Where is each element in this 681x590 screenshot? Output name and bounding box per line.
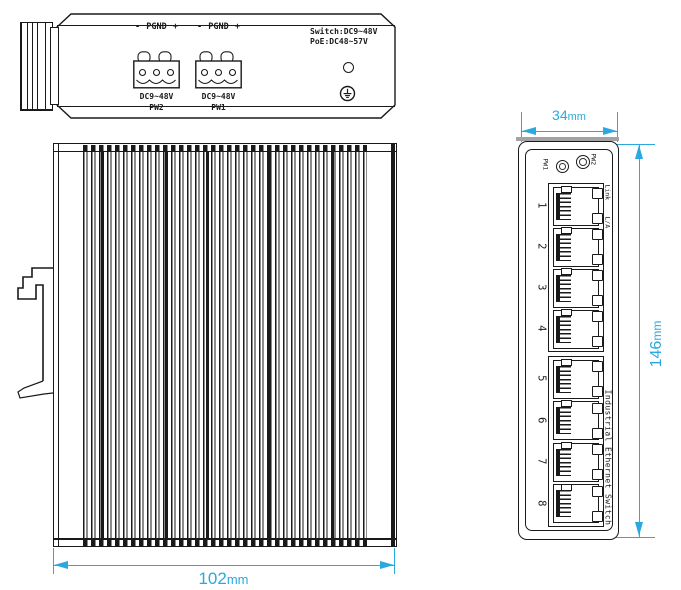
port-number: 6 <box>535 416 548 424</box>
pw1-led-icon <box>556 160 569 173</box>
dimension-line <box>53 565 394 566</box>
product-name-label: Industrial Ethernet Switch <box>603 389 613 526</box>
port-group-5-8 <box>535 356 604 527</box>
port-number: 2 <box>535 243 548 250</box>
port-number: 7 <box>535 458 548 465</box>
port-activity-led-tab <box>592 213 603 224</box>
ethernet-port <box>535 360 599 399</box>
port-activity-led-tab <box>592 386 603 397</box>
rj45-pins <box>556 490 571 517</box>
port-activity-led-tab <box>592 511 603 522</box>
reset-hole-icon <box>343 62 354 73</box>
rj45-jack-icon <box>553 484 599 523</box>
port-link-led-tab <box>592 486 603 497</box>
port-activity-led-tab <box>592 428 603 439</box>
rj45-pins <box>556 234 571 261</box>
rj45-jack-icon <box>553 269 599 308</box>
width-dimension-label: 34mm <box>552 107 586 123</box>
power-rating-label: DC9~48V <box>201 92 236 101</box>
heatsink-body <box>53 143 397 547</box>
rj45-jack-icon <box>553 360 599 399</box>
pw2-led-icon <box>576 155 590 169</box>
ethernet-port <box>535 310 599 349</box>
arrow-right-icon <box>603 127 617 135</box>
rj45-jack-icon <box>553 401 599 440</box>
rj45-pins <box>556 193 571 220</box>
ethernet-port <box>535 443 599 482</box>
port-group-1-4 <box>535 183 604 352</box>
port-number: 5 <box>535 375 548 382</box>
din-clip-icon <box>14 262 58 404</box>
fin-accent <box>206 152 209 538</box>
fin-accent <box>268 152 271 538</box>
port-link-led-tab <box>592 270 603 281</box>
rj45-pins <box>556 449 571 476</box>
fin-accent <box>331 152 334 538</box>
port-link-led-tab <box>592 311 603 322</box>
height-dimension-label: 146mm <box>648 320 665 368</box>
rj45-pins <box>556 366 571 393</box>
din-rail-connector <box>50 27 59 105</box>
port-link-led-tab <box>592 229 603 240</box>
rj45-jack-icon <box>553 310 599 349</box>
polarity-label: - PGND + <box>197 22 240 32</box>
rj45-pins <box>556 407 571 434</box>
din-rail-end-icon <box>20 22 53 111</box>
rj45-jack-icon <box>553 443 599 482</box>
power-input-pw2 <box>133 22 180 112</box>
arrow-left-icon <box>522 127 536 135</box>
rj45-pins <box>556 316 571 343</box>
fin-caps-top <box>83 145 367 151</box>
port-link-led-tab <box>592 188 603 199</box>
ethernet-port <box>535 269 599 308</box>
terminal-block-icon <box>195 51 242 89</box>
ethernet-port <box>535 187 599 226</box>
port-number: 8 <box>535 500 548 507</box>
ethernet-port <box>535 484 599 523</box>
port-activity-led-tab <box>592 295 603 306</box>
port-activity-led-tab <box>592 336 603 347</box>
port-link-led-tab <box>592 444 603 455</box>
port-activity-led-tab <box>592 254 603 265</box>
arrow-right-icon <box>380 561 394 569</box>
fin-accent <box>101 152 104 538</box>
ground-screw-icon <box>339 85 356 102</box>
arrow-down-icon <box>635 522 643 536</box>
heatsink-fins <box>83 152 367 538</box>
activity-led-label: L/A <box>603 216 612 229</box>
dimension-line <box>639 144 640 537</box>
port-activity-led-tab <box>592 469 603 480</box>
port-link-led-tab <box>592 403 603 414</box>
power-input-pw1 <box>195 22 242 112</box>
rj45-pins <box>556 275 571 302</box>
ethernet-port <box>535 401 599 440</box>
ethernet-port <box>535 228 599 267</box>
rj45-jack-icon <box>553 187 599 226</box>
power-name-label: PW1 <box>211 103 226 112</box>
pw1-led-label: PW1 <box>541 158 550 171</box>
arrow-up-icon <box>635 145 643 159</box>
port-number: 1 <box>535 202 548 209</box>
fin-caps-bottom <box>83 539 367 545</box>
rj45-jack-icon <box>553 228 599 267</box>
power-name-label: PW2 <box>149 103 164 112</box>
device-rating-label: Switch:DC9~48V PoE:DC48~57V <box>310 27 378 46</box>
port-link-led-tab <box>592 361 603 372</box>
terminal-block-icon <box>133 51 180 89</box>
port-number: 3 <box>535 284 548 291</box>
polarity-label: - PGND + <box>135 22 178 32</box>
depth-dimension-label: 102mm <box>198 569 249 588</box>
port-number: 4 <box>535 325 548 332</box>
arrow-left-icon <box>54 561 68 569</box>
link-led-label: Link <box>603 184 612 201</box>
side-front-edge <box>391 144 395 546</box>
power-rating-label: DC9~48V <box>139 92 174 101</box>
pw2-led-label: PW2 <box>589 153 598 166</box>
fin-accent <box>165 152 168 538</box>
